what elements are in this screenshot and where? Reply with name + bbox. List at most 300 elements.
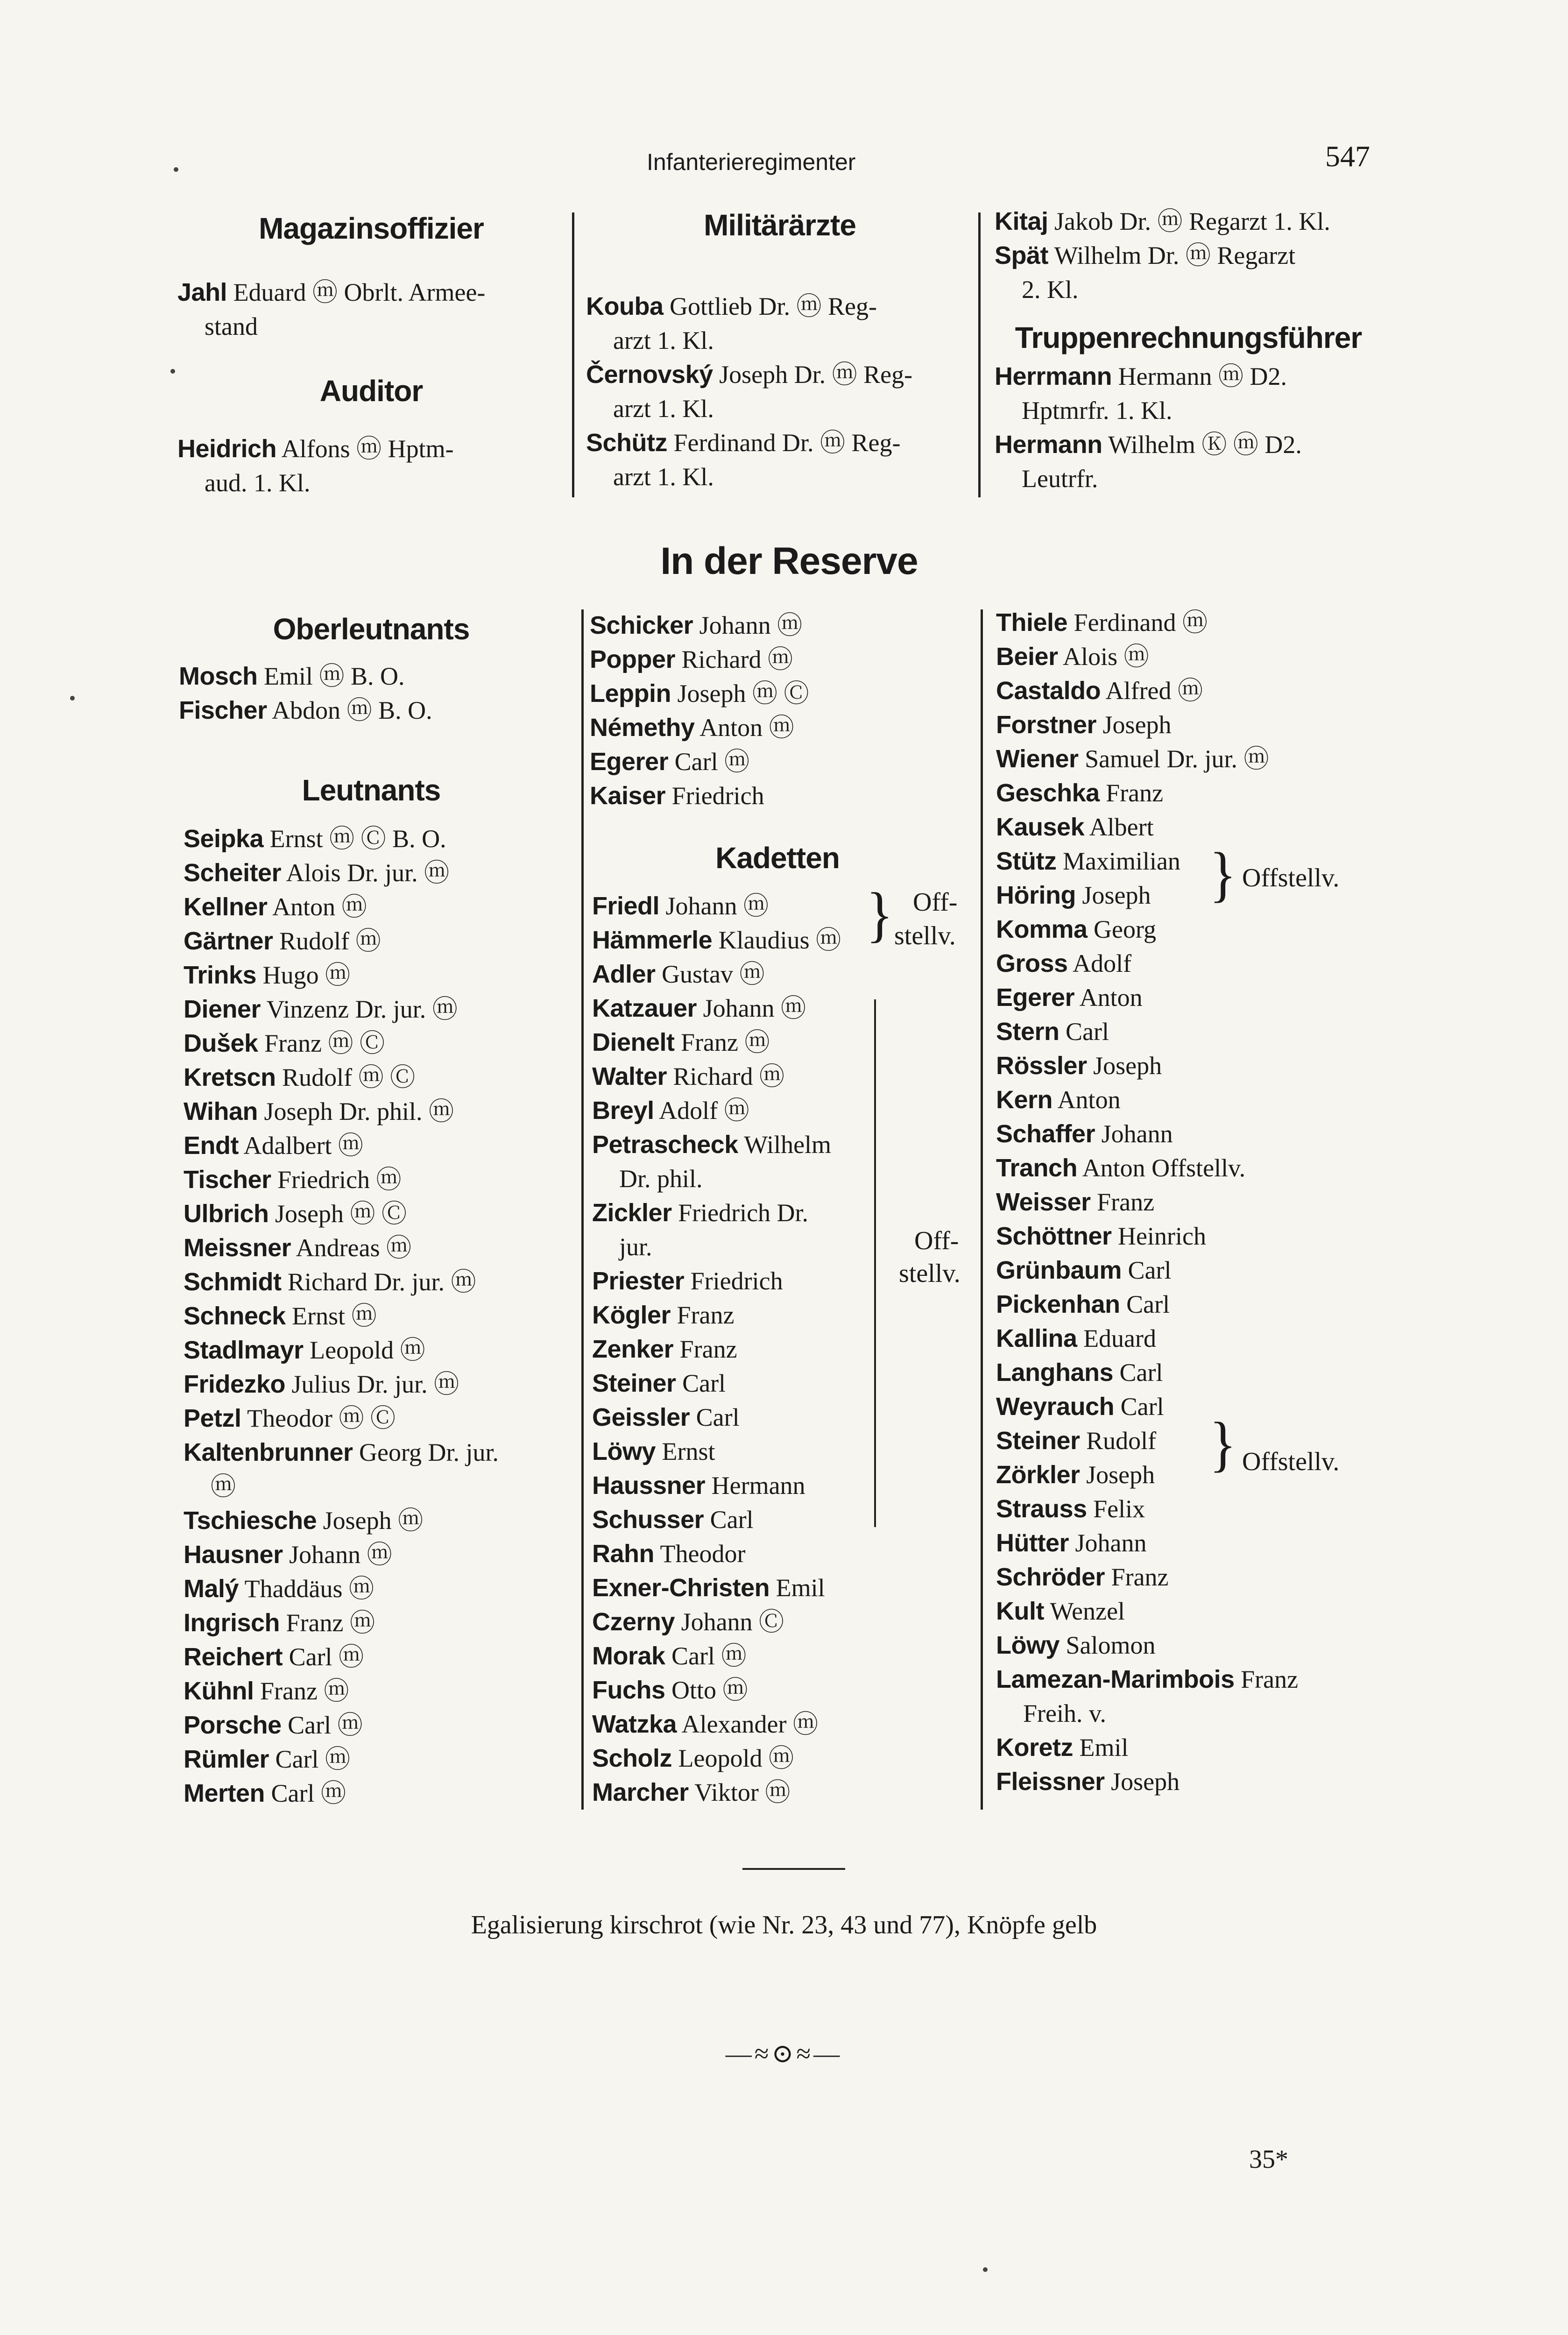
surname: Geissler <box>592 1403 690 1431</box>
speck <box>70 696 75 700</box>
list-item <box>184 1095 499 1129</box>
surname: Zörkler <box>996 1461 1080 1489</box>
entry-details: Ernst ⓜ Ⓒ B. O. <box>269 825 446 853</box>
surname: Kaiser <box>590 782 666 810</box>
entry-continuation: jur. <box>619 1233 652 1261</box>
list-item <box>996 742 1298 776</box>
list-item <box>592 1196 841 1230</box>
entry-details: Theodor <box>660 1540 746 1568</box>
list-item <box>592 1639 841 1673</box>
entry-details: Vinzenz Dr. jur. ⓜ <box>266 995 458 1023</box>
entry-details: Jakob Dr. ⓜ Regarzt 1. Kl. <box>1054 207 1330 235</box>
surname: Lamezan-Marimbois <box>996 1665 1235 1693</box>
list-item <box>995 205 1330 239</box>
entry-details: Heinrich <box>1118 1222 1206 1250</box>
surname: Schaffer <box>996 1120 1095 1148</box>
surname: Grünbaum <box>996 1256 1122 1284</box>
list-truppenrechnungsfuehrer <box>995 360 1302 496</box>
entry-continuation: arzt 1. Kl. <box>613 326 714 354</box>
entry-details: Joseph <box>1082 881 1151 909</box>
entry-details: Friedrich Dr. <box>678 1199 809 1227</box>
list-item <box>586 290 912 324</box>
page-number: 547 <box>1325 140 1370 173</box>
surname: Popper <box>590 645 676 673</box>
entry-details: Gottlieb Dr. ⓜ Reg- <box>670 292 877 320</box>
entry-details: Johann ⓜ <box>699 611 803 639</box>
entry-details: Carl <box>1119 1359 1163 1387</box>
list-item <box>184 1265 499 1299</box>
surname: Ingrisch <box>184 1609 280 1637</box>
list-item <box>592 1094 841 1128</box>
list-item <box>184 1504 499 1538</box>
entry-details: Carl <box>696 1403 740 1431</box>
surname: Černovský <box>586 361 713 389</box>
entry-details: Hermann <box>711 1472 805 1500</box>
entry-details: Carl <box>1120 1393 1164 1421</box>
entry-details: Franz ⓜ <box>260 1677 349 1705</box>
entry-details: Eduard <box>1083 1324 1156 1352</box>
surname: Heidrich <box>177 435 277 463</box>
list-item <box>996 1628 1298 1663</box>
list-item <box>184 1231 499 1265</box>
list-item <box>996 1253 1298 1288</box>
surname: Ulbrich <box>184 1200 269 1228</box>
surname: Komma <box>996 915 1088 943</box>
surname: Fuchs <box>592 1676 665 1704</box>
entry-details: Anton ⓜ <box>272 893 367 921</box>
entry-details: Carl <box>1128 1256 1172 1284</box>
list-item <box>177 432 454 466</box>
list-item <box>184 1163 499 1197</box>
surname: Friedl <box>592 892 660 920</box>
entry-details: Julius Dr. jur. ⓜ <box>291 1370 459 1398</box>
entry-continuation: Freih. v. <box>1023 1699 1106 1727</box>
surname: Stütz <box>996 847 1057 875</box>
entry-details: Carl <box>710 1506 754 1534</box>
surname: Höring <box>996 881 1076 909</box>
list-item <box>996 810 1298 844</box>
surname: Thiele <box>996 609 1068 637</box>
speck <box>170 369 175 374</box>
entry-details: Adolf ⓜ <box>659 1097 749 1125</box>
surname: Merten <box>184 1779 265 1807</box>
entry-details: Ferdinand ⓜ <box>1074 609 1208 637</box>
entry-details: Georg <box>1094 915 1157 943</box>
surname: Kouba <box>586 292 664 320</box>
entry-details: Carl <box>1126 1290 1170 1318</box>
surname: Fridezko <box>184 1370 286 1398</box>
entry-details: Klaudius ⓜ <box>718 926 841 954</box>
entry-details: Abdon ⓜ B. O. <box>272 696 432 724</box>
offstellv-label: Off- <box>913 888 958 917</box>
entry-details: Thaddäus ⓜ <box>244 1575 374 1603</box>
speck <box>174 167 178 172</box>
entry-details: Carl ⓜ <box>674 748 750 776</box>
entry-details: Hugo ⓜ <box>262 961 351 989</box>
surname: Gärtner <box>184 927 273 955</box>
entry-continuation: Leutrfr. <box>1022 465 1098 493</box>
surname: Tranch <box>996 1154 1078 1182</box>
surname: Herrmann <box>995 362 1112 390</box>
entry-details: Richard Dr. jur. ⓜ <box>288 1268 476 1296</box>
list-item <box>592 1366 841 1401</box>
heading-leutnants: Leutnants <box>302 773 441 807</box>
list-item <box>996 1526 1298 1560</box>
surname: Kaltenbrunner <box>184 1438 353 1466</box>
surname: Schöttner <box>996 1222 1112 1250</box>
entry-details: Joseph <box>1086 1461 1155 1489</box>
entry-details: Ferdinand Dr. ⓜ Reg- <box>673 429 901 457</box>
entry-details: Johann <box>1101 1120 1173 1148</box>
entry-details: Franz <box>1241 1665 1299 1693</box>
surname: Koretz <box>996 1734 1074 1762</box>
list-item <box>996 1663 1298 1697</box>
entry-details: Rudolf ⓜ Ⓒ <box>282 1063 416 1091</box>
entry-details: Franz <box>1097 1188 1155 1216</box>
entry-details: Friedrich <box>671 782 764 810</box>
entry-details: Franz ⓜ Ⓒ <box>264 1029 385 1057</box>
surname: Stern <box>996 1018 1059 1046</box>
surname: Schicker <box>590 611 693 639</box>
surname: Schneck <box>184 1302 286 1330</box>
entry-details: Franz <box>679 1335 737 1363</box>
entry-details: Alois ⓜ <box>1063 643 1149 671</box>
heading-auditor: Auditor <box>319 374 423 408</box>
surname: Reichert <box>184 1643 283 1671</box>
list-item <box>996 606 1298 640</box>
entry-details: Johann ⓜ <box>665 892 769 920</box>
list-item <box>996 1560 1298 1594</box>
entry-details: Leopold ⓜ <box>310 1336 425 1364</box>
list-item <box>592 1537 841 1571</box>
surname: Löwy <box>996 1631 1060 1659</box>
entry-continuation: ⓜ <box>211 1472 236 1500</box>
entry-continuation: Dr. phil. <box>619 1165 703 1193</box>
entry-details: Viktor ⓜ <box>694 1778 791 1806</box>
list-kadetten <box>592 889 841 1810</box>
surname: Endt <box>184 1132 239 1160</box>
surname: Diener <box>184 995 261 1023</box>
entry-details: Friedrich <box>690 1267 783 1295</box>
entry-details: Joseph ⓜ Ⓒ <box>275 1200 407 1228</box>
list-aerzte-cont <box>995 205 1330 307</box>
list-item <box>184 1299 499 1333</box>
list-item <box>592 889 841 923</box>
list-item <box>592 1332 841 1366</box>
list-item <box>586 426 912 460</box>
surname: Katzauer <box>592 994 697 1022</box>
heading-kadetten: Kadetten <box>715 841 840 875</box>
surname: Kallina <box>996 1324 1077 1352</box>
list-item <box>996 1015 1298 1049</box>
list-magazinsoffizier <box>177 276 485 344</box>
surname: Tischer <box>184 1166 271 1194</box>
surname: Hütter <box>996 1529 1069 1557</box>
list-item <box>179 693 432 728</box>
list-item <box>184 1061 499 1095</box>
list-item <box>996 640 1298 674</box>
speck <box>983 2267 988 2272</box>
column-divider <box>581 609 584 1810</box>
list-item <box>592 1298 841 1332</box>
list-item <box>592 1707 841 1741</box>
entry-details: Albert <box>1089 813 1154 841</box>
surname: Rahn <box>592 1540 654 1568</box>
surname: Leppin <box>590 679 671 708</box>
surname: Jahl <box>177 278 227 306</box>
surname: Mosch <box>179 662 258 690</box>
surname: Kern <box>996 1086 1053 1114</box>
entry-details: Carl ⓜ <box>289 1643 364 1671</box>
list-item <box>592 1776 841 1810</box>
list-item <box>996 1117 1298 1151</box>
entry-details: Carl ⓜ <box>288 1711 363 1739</box>
list-item <box>996 1083 1298 1117</box>
signature-mark: 35* <box>1249 2145 1288 2174</box>
entry-details: Carl ⓜ <box>275 1745 351 1773</box>
surname: Scholz <box>592 1744 672 1772</box>
entry-details: Gustav ⓜ <box>662 960 765 988</box>
list-leutnants <box>184 822 499 1811</box>
list-item <box>590 609 809 643</box>
list-item <box>184 1026 499 1061</box>
surname: Forstner <box>996 711 1097 739</box>
entry-details: Franz ⓜ <box>286 1609 375 1637</box>
surname: Morak <box>592 1642 665 1670</box>
egalisierung-note: Egalisierung kirschrot (wie Nr. 23, 43 und 77), Knöpfe gelb <box>471 1910 1097 1939</box>
surname: Schröder <box>996 1563 1105 1591</box>
list-item <box>184 1640 499 1674</box>
surname: Priester <box>592 1267 685 1295</box>
entry-details: Ernst <box>662 1437 715 1465</box>
surname: Kellner <box>184 893 268 921</box>
list-item <box>184 1436 499 1470</box>
brace: } <box>866 880 893 948</box>
list-item <box>184 822 499 856</box>
surname: Hausner <box>184 1541 283 1569</box>
list-item <box>184 1674 499 1708</box>
list-item <box>995 428 1302 462</box>
list-item <box>996 947 1298 981</box>
list-item <box>996 1390 1298 1424</box>
entry-details: Joseph ⓜ <box>323 1507 424 1535</box>
list-item <box>996 708 1298 742</box>
surname: Scheiter <box>184 859 282 887</box>
list-item <box>184 1401 499 1436</box>
list-item <box>184 992 499 1026</box>
brace: } <box>1209 1409 1236 1478</box>
surname: Kausek <box>996 813 1085 841</box>
entry-details: Emil <box>776 1574 825 1602</box>
list-item <box>592 1026 841 1060</box>
surname: Egerer <box>996 984 1075 1012</box>
entry-details: Adalbert ⓜ <box>243 1132 363 1160</box>
entry-details: Andreas ⓜ <box>296 1234 412 1262</box>
list-reserve-mid <box>590 609 809 813</box>
surname: Dienelt <box>592 1028 675 1056</box>
list-item <box>592 923 841 957</box>
entry-details: Joseph Dr. phil. ⓜ <box>264 1097 454 1125</box>
entry-details: Felix <box>1093 1495 1145 1523</box>
surname: Löwy <box>592 1437 656 1465</box>
entry-details: Joseph Dr. ⓜ Reg- <box>719 361 913 389</box>
entry-details: Anton <box>1057 1086 1121 1114</box>
surname: Haussner <box>592 1472 706 1500</box>
surname: Malý <box>184 1575 239 1603</box>
list-reserve-right <box>996 606 1298 1799</box>
offstellv-label: Offstellv. <box>1242 1447 1340 1476</box>
entry-continuation: stand <box>205 312 258 340</box>
surname: Kühnl <box>184 1677 254 1705</box>
surname: Egerer <box>590 748 669 776</box>
list-item <box>184 1572 499 1606</box>
surname: Beier <box>996 643 1058 671</box>
entry-continuation: arzt 1. Kl. <box>613 395 714 423</box>
list-item <box>592 957 841 991</box>
heading-truppenrechnungsfuehrer: Truppenrechnungsführer <box>1015 321 1362 354</box>
list-item <box>184 958 499 992</box>
surname: Rümler <box>184 1745 269 1773</box>
list-item <box>996 1185 1298 1219</box>
entry-details: Emil ⓜ B. O. <box>264 662 405 690</box>
surname: Kitaj <box>995 207 1048 235</box>
list-item <box>996 1219 1298 1253</box>
list-item <box>184 1538 499 1572</box>
surname: Schütz <box>586 429 668 457</box>
list-item <box>996 981 1298 1015</box>
surname: Schmidt <box>184 1268 282 1296</box>
entry-details: Wilhelm Dr. ⓜ Regarzt <box>1054 241 1296 269</box>
offstellv-label: stellv. <box>899 1259 961 1288</box>
entry-continuation: arzt 1. Kl. <box>613 463 714 491</box>
heading-militaeraerzte: Militärärzte <box>704 208 856 242</box>
list-item <box>995 360 1302 394</box>
entry-details: Ernst ⓜ <box>292 1302 377 1330</box>
surname: Pickenhan <box>996 1290 1120 1318</box>
list-item <box>590 779 809 813</box>
surname: Weisser <box>996 1188 1091 1216</box>
list-militaeraerzte <box>586 290 912 494</box>
ornament: —≈⊙≈— <box>725 2039 843 2068</box>
surname: Kretscn <box>184 1063 276 1091</box>
entry-details: Johann ⓜ <box>703 994 806 1022</box>
list-item <box>996 1049 1298 1083</box>
list-auditor <box>177 432 454 500</box>
entry-details: Wenzel <box>1050 1597 1125 1625</box>
list-oberleutnants <box>179 659 432 728</box>
entry-details: Emil <box>1079 1734 1129 1762</box>
surname: Exner-Christen <box>592 1574 770 1602</box>
entry-details: Hermann ⓜ D2. <box>1118 362 1287 390</box>
surname: Zenker <box>592 1335 674 1363</box>
list-item <box>592 1128 841 1162</box>
entry-details: Rudolf <box>1086 1427 1157 1455</box>
entry-details: Franz <box>677 1301 735 1329</box>
entry-details: Richard ⓜ <box>673 1062 784 1090</box>
entry-details: Samuel Dr. jur. ⓜ <box>1085 745 1269 773</box>
list-item <box>996 1356 1298 1390</box>
entry-details: Joseph <box>1093 1052 1162 1080</box>
column-divider <box>978 212 981 497</box>
list-item <box>996 1731 1298 1765</box>
entry-details: Anton Offstellv. <box>1082 1154 1246 1182</box>
surname: Steiner <box>996 1427 1080 1455</box>
surname: Langhans <box>996 1359 1114 1387</box>
surname: Porsche <box>184 1711 282 1739</box>
entry-details: Anton ⓜ <box>699 714 794 742</box>
entry-details: Otto ⓜ <box>671 1676 748 1704</box>
surname: Némethy <box>590 714 695 742</box>
list-item <box>996 1765 1298 1799</box>
heading-magazinsoffizier: Magazinsoffizier <box>259 212 484 245</box>
entry-details: Alois Dr. jur. ⓜ <box>286 859 450 887</box>
list-item <box>586 358 912 392</box>
entry-details: Carl ⓜ <box>671 1642 747 1670</box>
entry-details: Carl ⓜ <box>271 1779 346 1807</box>
entry-details: Rudolf ⓜ <box>279 927 381 955</box>
entry-details: Franz ⓜ <box>681 1028 770 1056</box>
list-item <box>184 924 499 958</box>
entry-details: Johann <box>1075 1529 1147 1557</box>
surname: Breyl <box>592 1097 654 1125</box>
entry-details: Theodor ⓜ Ⓒ <box>247 1404 396 1432</box>
surname: Kögler <box>592 1301 671 1329</box>
entry-continuation: 2. Kl. <box>1022 276 1079 304</box>
entry-details: Wilhelm <box>744 1131 832 1159</box>
column-divider <box>981 609 983 1810</box>
surname: Fleissner <box>996 1768 1105 1796</box>
list-item <box>184 1367 499 1401</box>
list-item <box>184 1708 499 1742</box>
list-item <box>592 1401 841 1435</box>
list-item <box>590 677 809 711</box>
heading-oberleutnants: Oberleutnants <box>273 612 470 646</box>
entry-continuation: Hptmrfr. 1. Kl. <box>1022 396 1172 425</box>
list-item <box>184 890 499 924</box>
entry-details: Johann ⓜ <box>289 1541 392 1569</box>
offstellv-label: stellv. <box>894 921 956 950</box>
list-item <box>184 1197 499 1231</box>
surname: Dušek <box>184 1029 258 1057</box>
entry-details: Franz <box>1111 1563 1169 1591</box>
surname: Trinks <box>184 961 257 989</box>
list-item <box>592 1503 841 1537</box>
list-item <box>996 913 1298 947</box>
entry-details: Georg Dr. jur. <box>359 1438 499 1466</box>
list-item <box>996 1594 1298 1628</box>
offstellv-label: Offstellv. <box>1242 863 1340 892</box>
entry-details: Alfons ⓜ Hptm- <box>281 435 454 463</box>
list-item <box>184 1129 499 1163</box>
heading-reserve: In der Reserve <box>660 540 918 582</box>
list-item <box>184 1606 499 1640</box>
surname: Strauss <box>996 1495 1087 1523</box>
entry-details: Leopold ⓜ <box>678 1744 794 1772</box>
list-item <box>996 1288 1298 1322</box>
surname: Zickler <box>592 1199 672 1227</box>
entry-continuation: aud. 1. Kl. <box>205 469 311 497</box>
brace: } <box>1209 840 1236 908</box>
entry-details: Joseph <box>1102 711 1172 739</box>
entry-details: Richard ⓜ <box>681 645 793 673</box>
entry-details: Maximilian <box>1062 847 1180 875</box>
entry-details: Franz <box>1106 779 1164 807</box>
list-item <box>184 1742 499 1776</box>
list-item <box>590 711 809 745</box>
surname: Stadlmayr <box>184 1336 304 1364</box>
entry-details: Alexander ⓜ <box>681 1710 818 1738</box>
list-item <box>592 1264 841 1298</box>
